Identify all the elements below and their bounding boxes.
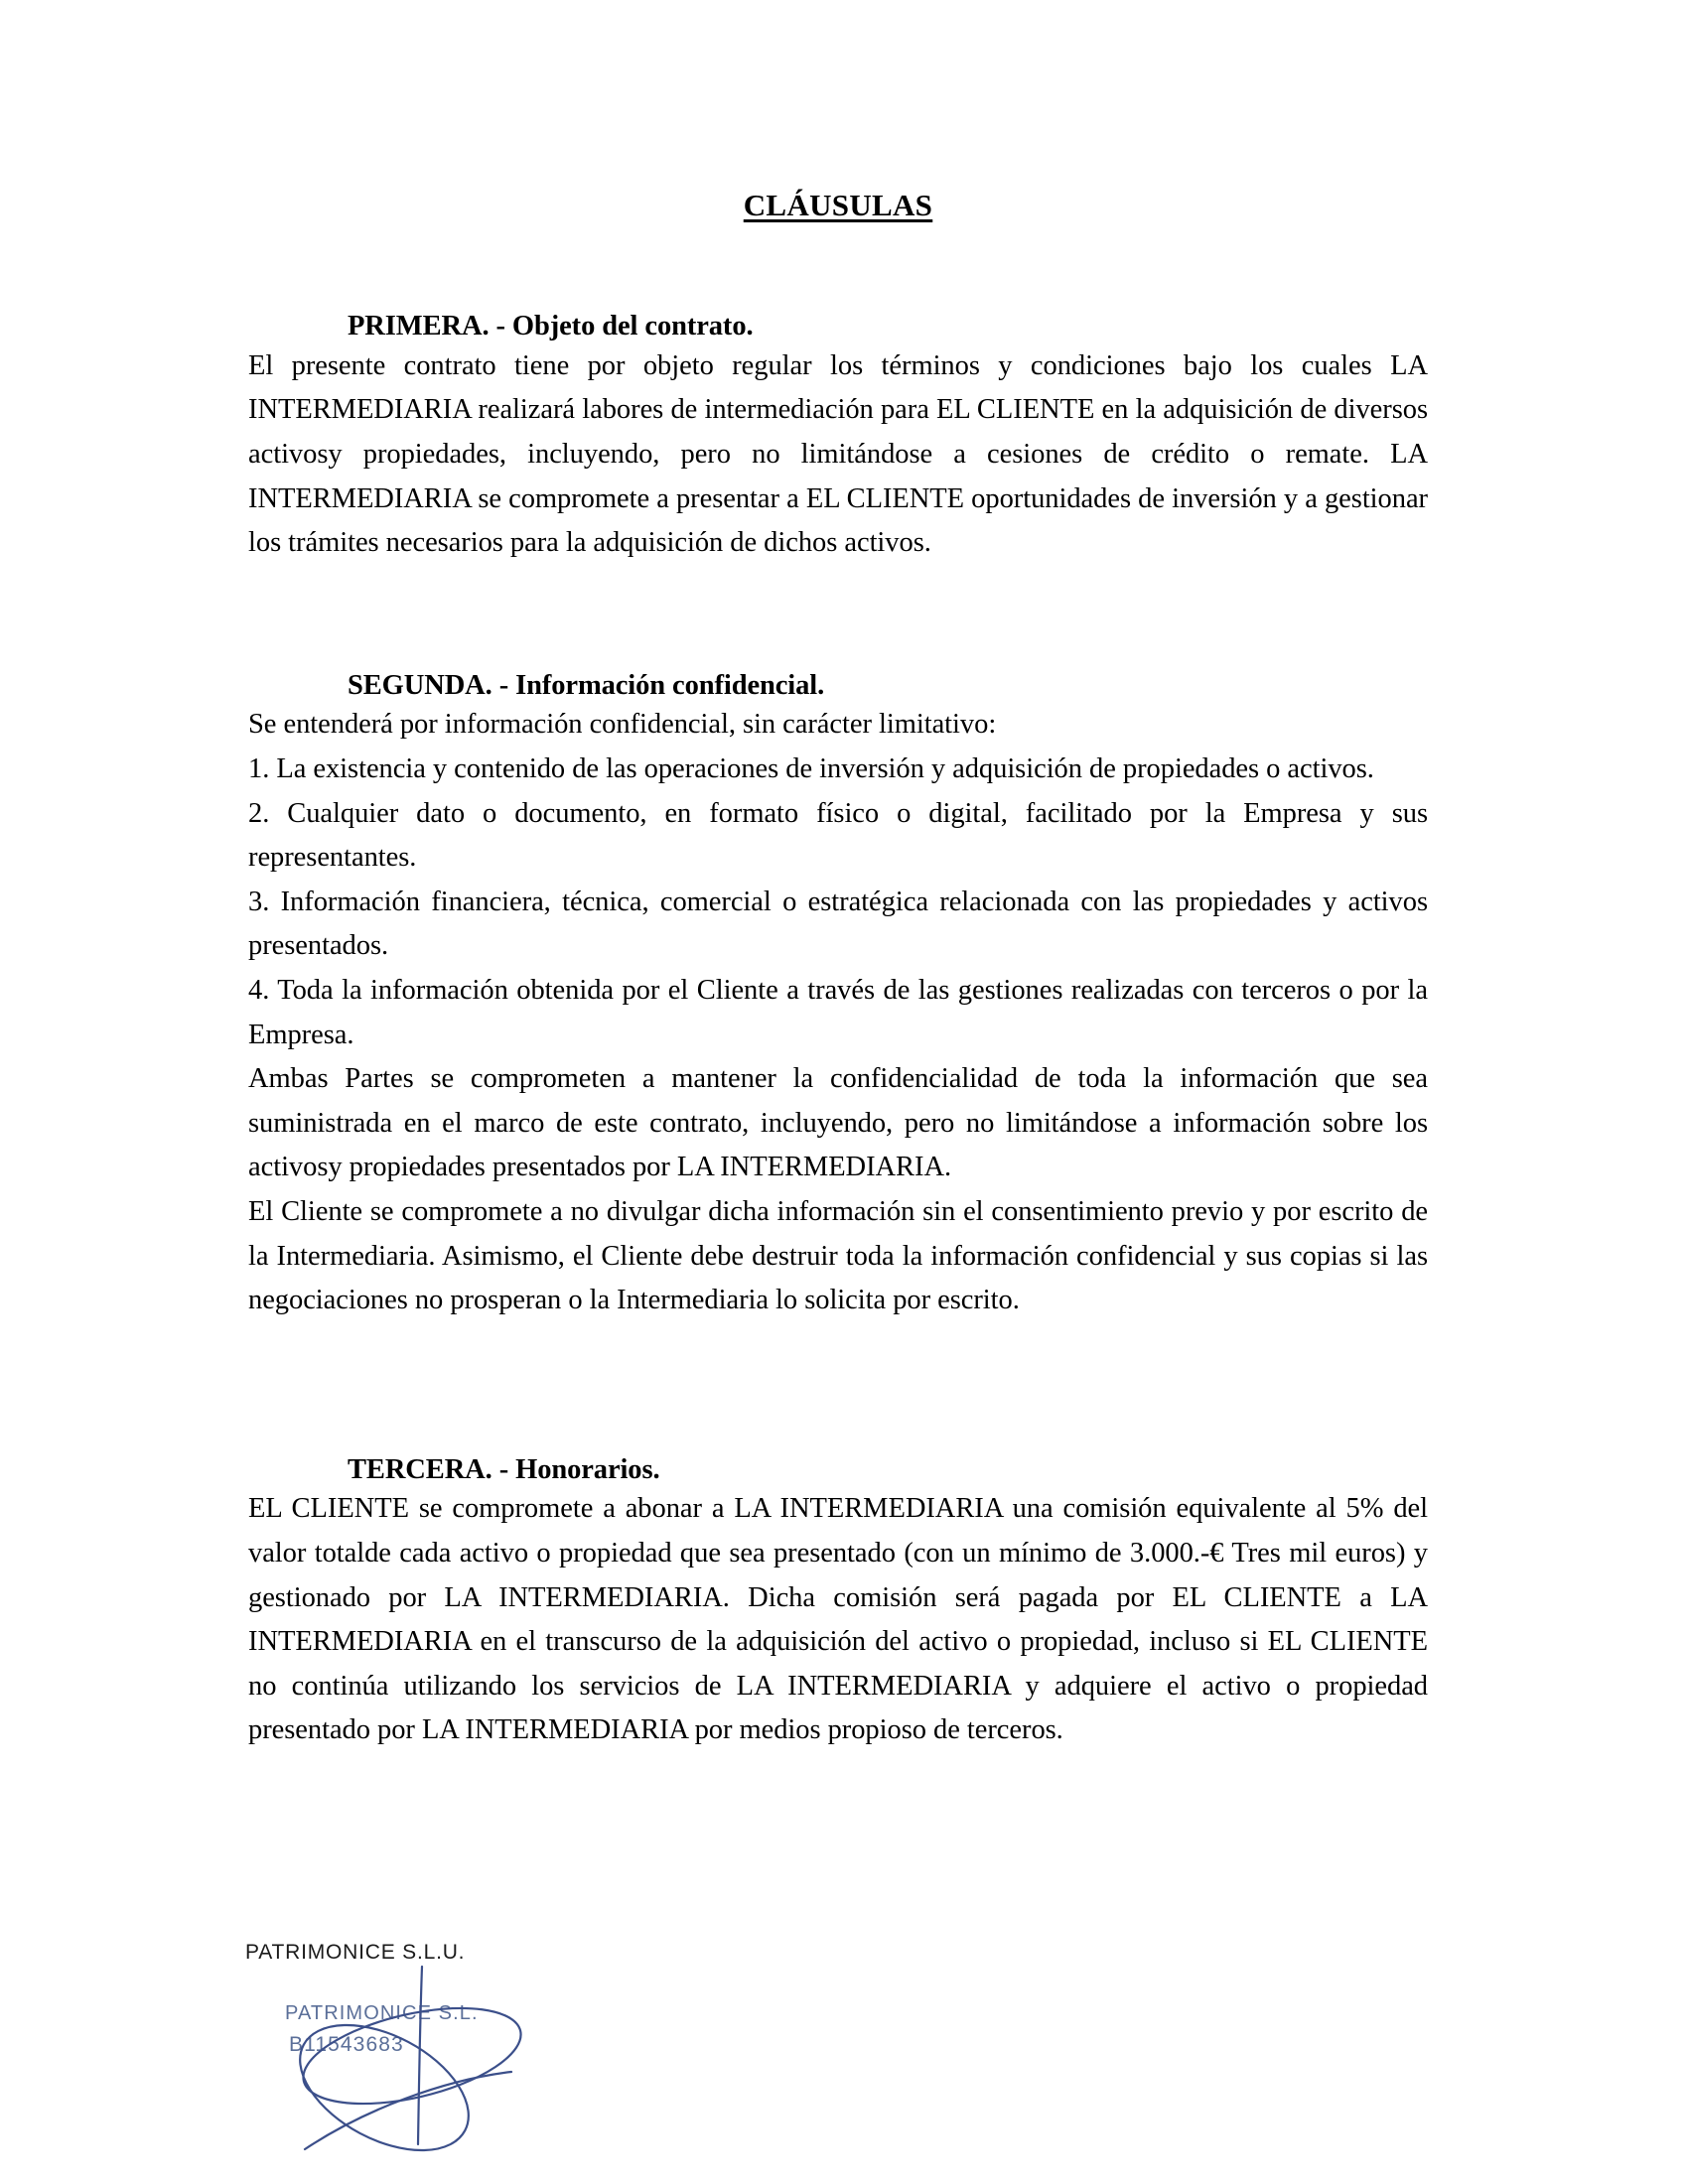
page-title-text: CLÁUSULAS: [743, 188, 933, 222]
clause-segunda-intro: Se entenderá por información confidencial, sin carácter limitativo:: [248, 709, 997, 741]
clause-segunda-item-1: 1. La existencia y contenido de las operaciones de inversión y adquisición de propiedades o activos.: [248, 753, 1374, 784]
clause-heading-primera: PRIMERA. - Objeto del contrato.: [348, 311, 754, 342]
clause-segunda-closing-1: Ambas Partes se comprometen a mantener la confidencialidad de toda la información que sea suministrada en el marco de este contrato, incluyendo, pero no limitándose a información sobre los activosy propiedades presentados por LA INTERMEDIARIA.: [248, 1063, 1428, 1183]
document-content: [248, 0, 1428, 1753]
clause-primera-paragraph-1: El presente contrato tiene por objeto regular los términos y condiciones bajo los cuales LA INTERMEDIARIA realizará labores de intermediación para EL CLIENTE en la adquisición de diversos activosy propiedades, incluyendo, pero no limitándose a cesiones de crédito o remate. LA INTERMEDIARIA se compromete a presentar a EL CLIENTE oportunidades de inversión y a gestionar los trámites necesarios para la adquisición de dichos activos.: [248, 349, 1428, 559]
stamp-tax-id: B11543683: [289, 2033, 404, 2056]
clause-segunda-closing-2: El Cliente se compromete a no divulgar dicha información sin el consentimiento previo y por escrito de la Intermediaria. Asimismo, el Cliente debe destruir toda la información confidencial y sus copias si las negociaciones no prosperan o la Intermediaria lo solicita por escrito.: [248, 1195, 1428, 1316]
clause-heading-segunda: SEGUNDA. - Información confidencial.: [348, 669, 825, 701]
printed-company-name: PATRIMONICE S.L.U.: [245, 1941, 466, 1964]
clause-segunda-item-4: 4. Toda la información obtenida por el Cliente a través de las gestiones realizadas con terceros o por la Empresa.: [248, 974, 1428, 1050]
page-title: [248, 0, 1428, 223]
clause-heading-tercera: TERCERA. - Honorarios.: [348, 1453, 660, 1485]
stamp-company-name: PATRIMONICE S.L.: [285, 2002, 479, 2024]
signature-block: [245, 1941, 722, 2184]
company-stamp: [285, 1998, 479, 2062]
clause-segunda-item-3: 3. Información financiera, técnica, comercial o estratégica relacionada con las propiedades y activos presentados.: [248, 886, 1428, 962]
clause-segunda-item-2: 2. Cualquier dato o documento, en formato físico o digital, facilitado por la Empresa y sus representantes.: [248, 797, 1428, 874]
clause-tercera-paragraph-1: EL CLIENTE se compromete a abonar a LA INTERMEDIARIA una comisión equivalente al 5% del valor totalde cada activo o propiedad que sea presentado (con un mínimo de 3.000.-€ Tres mil euros) y gestionado por LA INTERMEDIARIA. Dicha comisión será pagada por EL CLIENTE a LA INTERMEDIARIA en el transcurso de la adquisición del activo o propiedad, incluso si EL CLIENTE no continúa utilizando los servicios de LA INTERMEDIARIA y adquiere el activo o propiedad presentado por LA INTERMEDIARIA por medios propioso de terceros.: [248, 1493, 1428, 1746]
handwritten-signature: [245, 1961, 573, 2179]
